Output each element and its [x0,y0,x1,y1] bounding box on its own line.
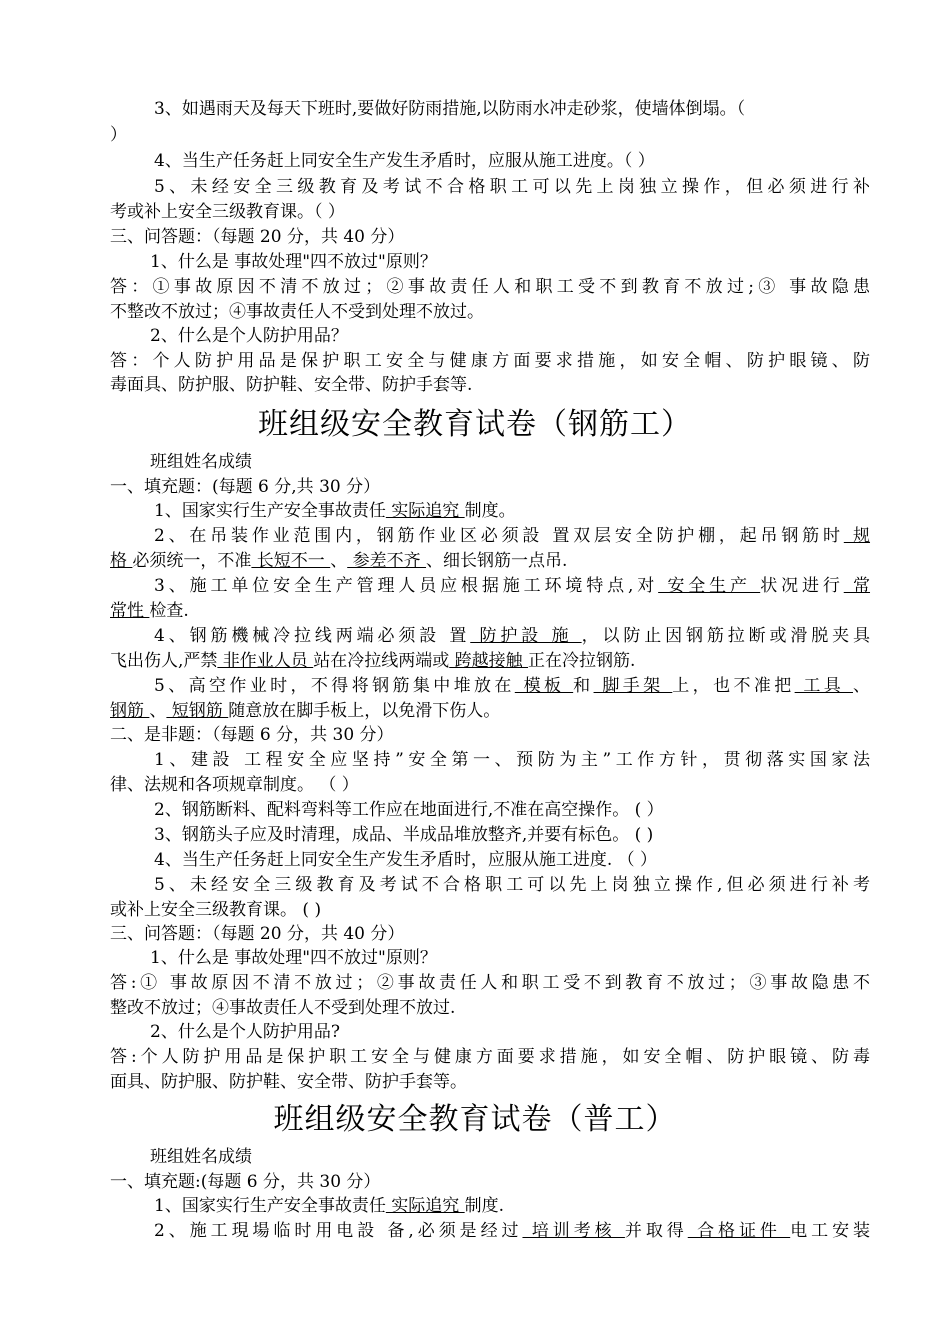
text: 检查. [149,601,189,621]
answer-blank: 常性 [110,601,150,621]
text: 5、未经安全三级教育及考试不合格职工可以先上岗独立操作,但必须进行补考 [154,875,870,895]
fill-item-5-cont [110,699,870,723]
answer-blank: 参差不齐 [347,551,427,571]
qa-answer-2-cont [110,373,870,397]
name-score-line [150,1145,870,1169]
text: 制度. [464,1196,505,1216]
judge-item-2 [154,798,870,822]
judge-item-1-cont [110,773,870,797]
answer-blank: 合格证件 [687,1221,791,1241]
answer-blank: 钢筋 [110,701,150,721]
text: 上，也不准把 [672,676,795,696]
fill-item-5 [154,674,870,698]
text: 、细长钢筋一点吊. [426,551,568,571]
answer-blank: 培训考核 [522,1221,625,1241]
text: 3、钢筋头子应及时清理，成品、半成品堆放整齐,并要有标色。 ( ) [154,825,654,845]
fill-item-3 [154,574,870,598]
qa-answer-2-cont [110,1070,870,1094]
text: 答:① 事故原因不清不放过；②事故责任人和职工受不到教育不放过；③事故隐患不 [110,973,870,993]
text: 答：个人防护用品是保护职工安全与健康方面要求措施，如安全帽、防护眼镜、防 [110,351,870,371]
judge-item-3 [154,97,870,121]
fill-item-1 [154,1194,870,1218]
text: 5、未经安全三级教育及考试不合格职工可以先上岗独立操作，但必须进行补 [154,177,870,197]
section-heading-fill [110,475,870,499]
judge-item-5-cont [110,200,870,224]
text: 4、当生产任务赶上同安全生产发生矛盾时，应服从施工进度. （ ） [154,850,658,870]
answer-blank: 长短不一 [251,551,331,571]
text: 并取得 [624,1221,688,1241]
qa-question-1 [150,250,870,274]
text: 答：①事故原因不清不放过；②事故责任人和职工受不到教育不放过;③ 事故隐患 [110,277,870,297]
qa-answer-1-cont [110,996,870,1020]
text: 面具、防护服、防护鞋、安全带、防护手套等。 [110,1072,467,1092]
text: 毒面具、防护服、防护鞋、安全带、防护手套等. [110,375,473,395]
qa-answer-1 [110,971,870,995]
text: 随意放在脚手板上，以免滑下伤人。 [228,701,501,721]
answer-blank: 安全生产 [658,576,761,596]
name-score-line [150,450,870,474]
answer-blank: 脚手架 [593,676,673,696]
qa-answer-1 [110,275,870,299]
qa-question-2 [150,324,870,348]
fill-item-3-cont [110,599,870,623]
text: 3、施工单位安全生产管理人员应根据施工环境特点,对 [154,576,659,596]
text: 电工安装 [790,1221,871,1241]
text: 2、什么是个人防护用品? [150,1022,340,1042]
text: ，以防止因钢筋拉断或滑脱夹具 [581,626,871,646]
answer-blank: 格 [110,551,133,571]
answer-blank: 实际追究 [385,501,465,521]
text: 整改不放过；④事故责任人不受到处理不放过. [110,998,456,1018]
fill-item-2-cont [110,549,870,573]
text: 二、是非题：（每题 6 分，共 30 分） [110,725,394,745]
fill-item-1 [154,499,870,523]
text: 和 [573,676,594,696]
text: 班组姓名成绩 [150,452,252,472]
text: 1、建設 工程安全应坚持”安全第一、预防为主”工作方针，贯彻落实国家法 [154,750,870,770]
text: 考或补上安全三级教育课。（ ） [110,202,345,222]
text: 飞出伤人,严禁 [110,651,218,671]
text: 三、问答题：（每题 20 分，共 40 分） [110,924,405,944]
answer-blank: 非作业人员 [217,651,314,671]
text: 、 [852,676,870,696]
text: 4、钢筋機械冷拉线两端必须設 置 [154,626,471,646]
qa-answer-2 [110,1045,870,1069]
judge-item-5 [154,175,870,199]
answer-blank: 规 [843,526,871,546]
text: 正在冷拉钢筋. [528,651,636,671]
qa-question-2 [150,1020,870,1044]
answer-blank: 常 [843,576,871,596]
text: 制度。 [464,501,516,521]
answer-blank: 防护設 施 [470,626,582,646]
text: 必须统一，不准 [132,551,252,571]
exam-title-rebar: 班组级安全教育试卷（钢筋工） [258,407,692,442]
text: 三、问答题：（每题 20 分，共 40 分） [110,227,405,247]
section-heading-qa [110,922,870,946]
text: 2、施工現場临时用电設 备,必须是经过 [154,1221,523,1241]
judge-item-3 [154,823,870,847]
text: 站在冷拉线两端或 [313,651,450,671]
text: 一、填充题：(每题 6 分,共 30 分） [110,477,381,497]
text: 2、什么是个人防护用品？ [150,326,348,346]
text: 5、高空作业时，不得将钢筋集中堆放在 [154,676,515,696]
section-heading-fill [110,1170,870,1194]
fill-item-2 [154,1219,870,1243]
text: 1、国家实行生产安全事故责任 [154,501,386,521]
text: 3、如遇雨天及每天下班时,要做好防雨措施,以防雨水冲走砂浆，使墙体倒塌。（ [154,99,746,119]
answer-blank: 短钢筋 [166,701,229,721]
section-heading-qa [110,225,870,249]
judge-item-5-cont [110,898,870,922]
qa-answer-1-cont [110,300,870,324]
text: 1、什么是 事故处理"四不放过"原则？ [150,252,437,272]
text: 班组姓名成绩 [150,1147,252,1167]
fill-item-4 [154,624,870,648]
text: 状况进行 [760,576,844,596]
text: 、 [330,551,348,571]
text: 或补上安全三级教育课。 ( ) [110,900,322,920]
text: 2、钢筋断料、配料弯料等工作应在地面进行,不准在高空操作。 ( ） [154,800,664,820]
answer-blank: 模板 [514,676,574,696]
fill-item-4-cont [110,649,870,673]
text: 不整改不放过；④事故责任人不受到处理不放过。 [110,302,484,322]
text: 答:个人防护用品是保护职工安全与健康方面要求措施，如安全帽、防护眼镜、防毒 [110,1047,870,1067]
judge-item-4 [154,848,870,872]
text: 、 [149,701,167,721]
text: ） [110,125,127,145]
exam-title-general: 班组级安全教育试卷（普工） [273,1102,677,1137]
fill-item-2 [154,524,870,548]
text: 4、当生产任务赶上同安全生产发生矛盾时，应服从施工进度。（ ） [154,151,655,171]
qa-question-1 [150,946,870,970]
answer-blank: 跨越接触 [449,651,529,671]
judge-item-4 [154,149,870,173]
section-heading-judge [110,723,870,747]
answer-blank: 工具 [794,676,853,696]
text: 2、在吊装作业范围内，钢筋作业区必须設 置双层安全防护棚，起吊钢筋时 [154,526,844,546]
judge-item-5 [154,873,870,897]
qa-answer-2 [110,349,870,373]
text: 一、填充题:(每题 6 分，共 30 分） [110,1172,381,1192]
judge-item-3-cont [110,123,870,147]
text: 1、什么是 事故处理"四不放过"原则？ [150,948,437,968]
text: 律、法规和各项规章制度。 （ ） [110,775,359,795]
answer-blank: 实际追究 [385,1196,465,1216]
judge-item-1 [154,748,870,772]
text: 1、国家实行生产安全事故责任 [154,1196,386,1216]
